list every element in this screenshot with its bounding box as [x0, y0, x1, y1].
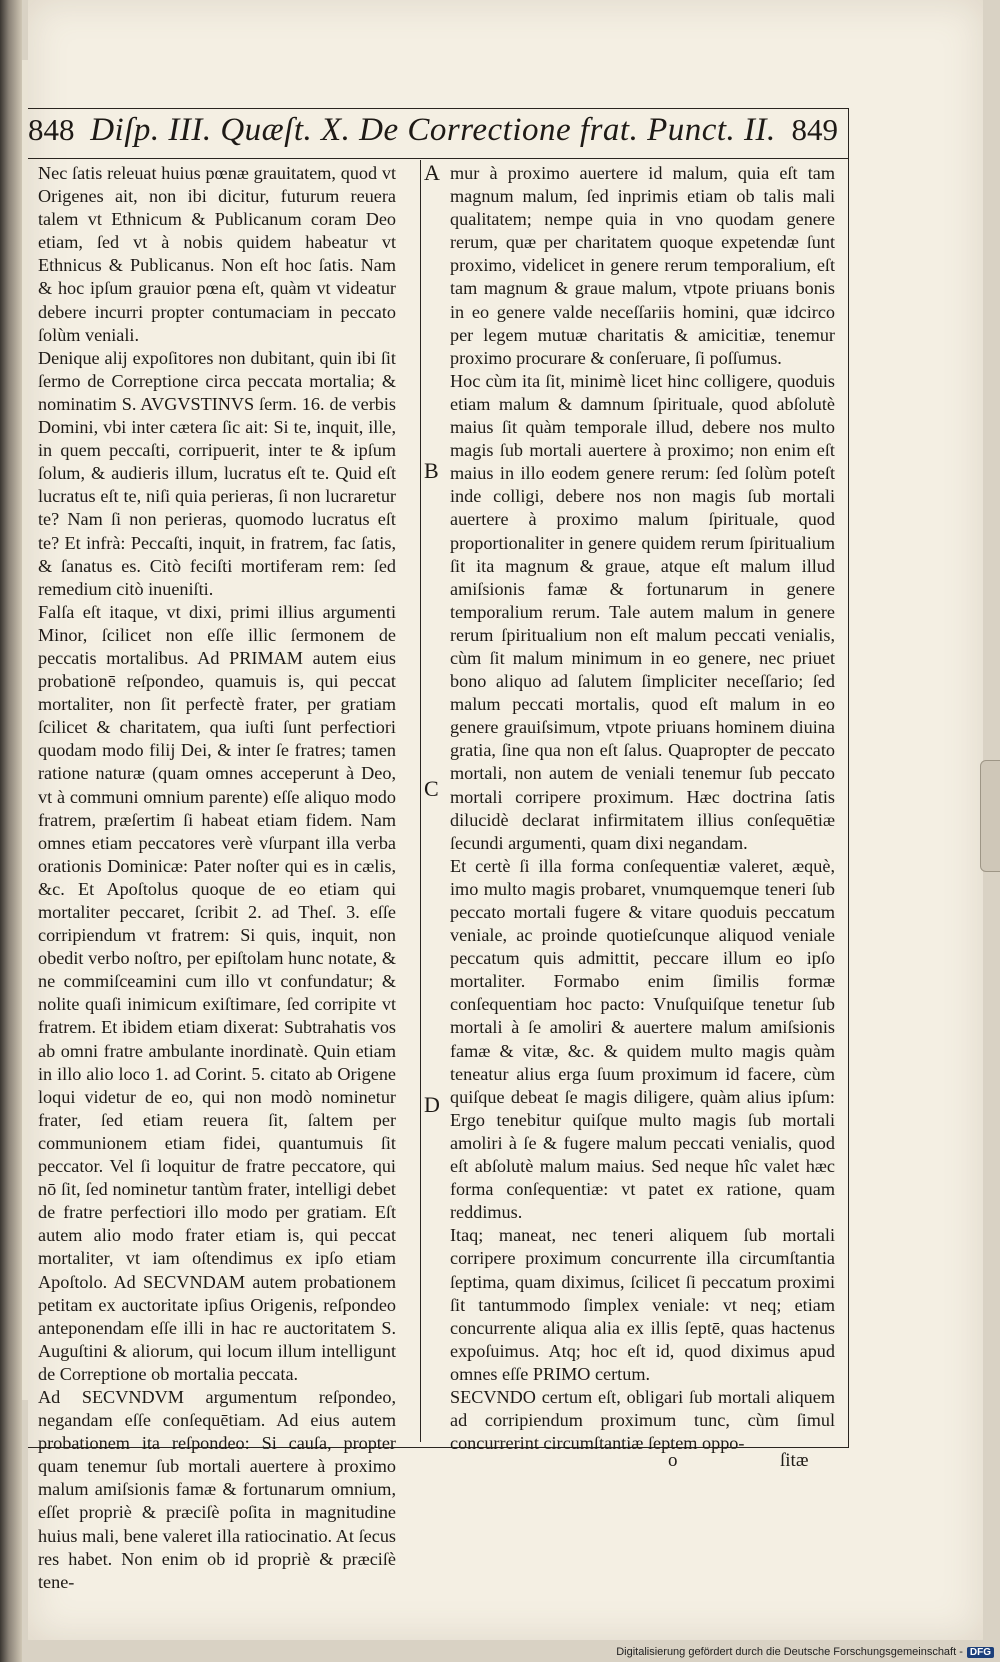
margin-letter-b: B — [424, 458, 439, 483]
catchword: ſitæ — [780, 1450, 809, 1471]
margin-letter-a: A — [424, 160, 440, 185]
right-page-number: 849 — [791, 112, 838, 147]
left-text-column: Nec ſatis releuat huius pœnæ grauitatem, quod vt Origenes ait, non ibi dicitur, futurum reuera talem vt Ethnicum & Publicanum coram Deo etiam, ſed vt à nobis quidem habeatur vt Ethnicus & Publicanus. Non eſt hoc ſatis. Nam & hoc ipſum grauior pœna eſt, quàm vt videatur debere incurri propter contumaciam in peccato ſolùm veniali. Denique alij expoſitores non dubitant, quin ibi ſit ſermo de Correptione circa peccata mortalia; & nominatim S. AVGVSTINVS ſerm. 16. de verbis Domini, vbi inter cætera ſic ait: Si te, inquit, ille, in quem peccaſti, corripuerit, inter te & ipſum ſolum, & audieris illum, lucratus eſt te. Quid eſt lucratus eſt te, niſi quia perieras, ſi non lucraretur te? Nam ſi non perieras, quomodo lucratus eſt te? Et infrà: Peccaſti, inquit, in fratrem, fac ſatis, & ſanatus es. Citò feciſti mortiferam rem: ſed remedium citò inueniſti. Falſa eſt itaque, vt dixi, primi illius argumenti Minor, ſcilicet non eſſe illic ſermonem de peccatis mortalibus. Ad PRIMAM autem eius probationē reſpondeo, quamuis is, qui peccat mortaliter, non ſit perfectè frater, per gratiam ſcilicet & charitatem, qua iuſti ſunt perfectiori quodam modo filij Dei, & inter ſe fratres; tamen ratione naturæ (quam omnes acceperunt à Deo, vt à communi omnium parente) eſſe aliquo modo fratrem, præſertim ſi habeat etiam fidem. Nam omnes etiam peccatores verè vſurpant illa verba orationis Dominicæ: Pater noſter qui es in cælis, &c. Et Apoſtolus quoque de eo etiam qui mortaliter peccaret, ſcribit 2. ad Theſ. 3. eſſe corripiendum vt fratrem: Si quis, inquit, non obedit verbo noſtro, per epiſtolam hunc notate, & ne commiſceamini cum illo vt confundatur; & nolite quaſi inimicum exiſtimare, ſed corripite vt fratrem. Et ibidem etiam dixerat: Subtrahatis vos ab omni fratre ambulante inordinatè. Quin etiam in illo alio loco 1. ad Corint. 5. citato ab Origene loqui videtur de eo, qui non modò nominetur frater, ſed etiam reuera ſit, ſaltem per communionem etiam fidei, quantumuis ſit peccator. Vel ſi loquitur de fratre peccatore, qui nō ſit, ſed nominetur tantùm frater, intelligi debet de fratre perfectiori illo modo per gratiam. Eſt autem alio modo frater etiam is, qui peccat mortaliter, vt iam oſtendimus ex ipſo etiam Apoſtolo. Ad SECVNDAM autem probationem petitam ex auctoritate ipſius Origenis, reſpondeo anteponendam eſſe illi in hac re auctoritatem S. Auguſtini & aliorum, qui locum illum intelligunt de Correptione ob mortalia peccata. Ad SECVNDVM argumentum reſpondeo, negandam eſſe conſequētiam. Ad eius autem probationem ita reſpondeo: Si cauſa, propter quam tenemur ſub mortali auertere à proximo malum amiſsionis famæ & fortunarum omnium, eſſet propriè & præciſè poſita in magnitudine huius mali, bene valeret illa ratiocinatio. At ſecus res habet. Non enim ob id propriè & præciſè tene- — [38, 163, 396, 1592]
running-title: Diſp. III. Quæſt. X. De Correctione frat. Punct. II. — [90, 112, 776, 148]
page-tab — [980, 760, 1000, 872]
right-text-column: mur à proximo auertere id malum, quia eſt tam magnum malum, ſed inprimis etiam ob talis mali qualitatem; nempe quia in vno quodam genere rerum, quæ per charitatem quoque expetendæ ſunt proximo, videlicet in genere rerum temporalium, eſt tam magnum & graue malum, vtpote priuans bonis in eo genere valde neceſſariis homini, quæ idcirco per legem mutuæ charitatis & amicitiæ, tenemur proximo procurare & conſeruare, ſi poſſumus. Hoc cùm ita ſit, minimè licet hinc colligere, quoduis etiam malum & damnum ſpirituale, quod abſolutè maius ſit quàm temporale illud, debere nos multo magis ſub mortali auertere à proximo; non enim eſt maius in illo eodem genere rerum: ſed ſolùm poteſt inde colligi, debere nos non magis ſub mortali auertere à proximo malum ſpirituale, quod proportionaliter in genere quidem rerum ſpiritualium ſit ita magnum & graue, atque eſt malum illud amiſsionis famæ & fortunarum in genere temporalium rerum. Tale autem malum in genere rerum ſpiritualium non eſt malum peccati venialis, cùm ſit malum minimum in eo genere, nec priuet bono aliquo ad ſalutem ſimpliciter neceſſario; ſed malum peccati mortalis, quod eſt malum in eo genere grauiſsimum, vtpote priuans hominem diuina gratia, ſine qua non eſt ſalus. Quapropter de peccato mortali, non autem de veniali tenemur ſub peccato mortali corripere proximum. Hæc doctrina ſatis dilucidè declarat infirmitatem illius conſequētiæ ſecundi argumenti, quam dixi negandam. Et certè ſi illa forma conſequentiæ valeret, æquè, imo multo magis probaret, vnumquemque teneri ſub peccato mortali fugere & vitare quoduis peccatum veniale, ac proinde quotieſcunque aliquod veniale peccatum quis admittit, peccare illum eo ipſo mortaliter. Formabo enim ſimilis formæ conſequentiam hoc pacto: Vnuſquiſque tenetur ſub mortali à ſe amoliri & auertere malum amiſsionis famæ & vitæ, &c. & quidem multo magis quàm teneatur alius erga ſuum proximum id facere, cùm quiſque debeat ſe magis diligere, quàm alius ipſum: Ergo tenebitur quiſque multo magis ſub mortali amoliri à ſe & fugere malum peccati venialis, quod eſt abſolutè malum maius. Sed neque hîc valet hæc forma conſequentiæ: vt patet ex ratione, quam reddimus. Itaq; maneat, nec teneri aliquem ſub mortali corripere proximum concurrente illa circumſtantia ſeptima, quam diximus, ſcilicet ſi peccatum proximi ſit tantummodo ſimplex veniale: vt neq; etiam concurrente aliqua alia ex illis ſeptē, quas hactenus expoſuimus. Atq; hoc eſt id, quod diximus apud omnes eſſe PRIMO certum. SECVNDO certum eſt, obligari ſub mortali aliquem ad corripiendum proximum tunc, cùm ſimul concurrerint circumſtantiæ ſeptem oppo- — [450, 163, 835, 1454]
dfg-logo: DFG — [967, 1647, 994, 1658]
signature-mark: o — [668, 1450, 678, 1471]
left-page-number: 848 — [28, 112, 75, 147]
credit-text: Digitalisierung gefördert durch die Deutsche Forschungsgemeinschaft - — [616, 1646, 963, 1658]
margin-letter-d: D — [424, 1092, 440, 1117]
column-divider — [420, 160, 421, 1442]
book-gutter — [0, 0, 22, 1662]
running-header — [28, 112, 848, 159]
scanned-page — [28, 0, 983, 1640]
digitization-credit — [616, 1646, 994, 1658]
margin-letter-c: C — [424, 776, 439, 801]
